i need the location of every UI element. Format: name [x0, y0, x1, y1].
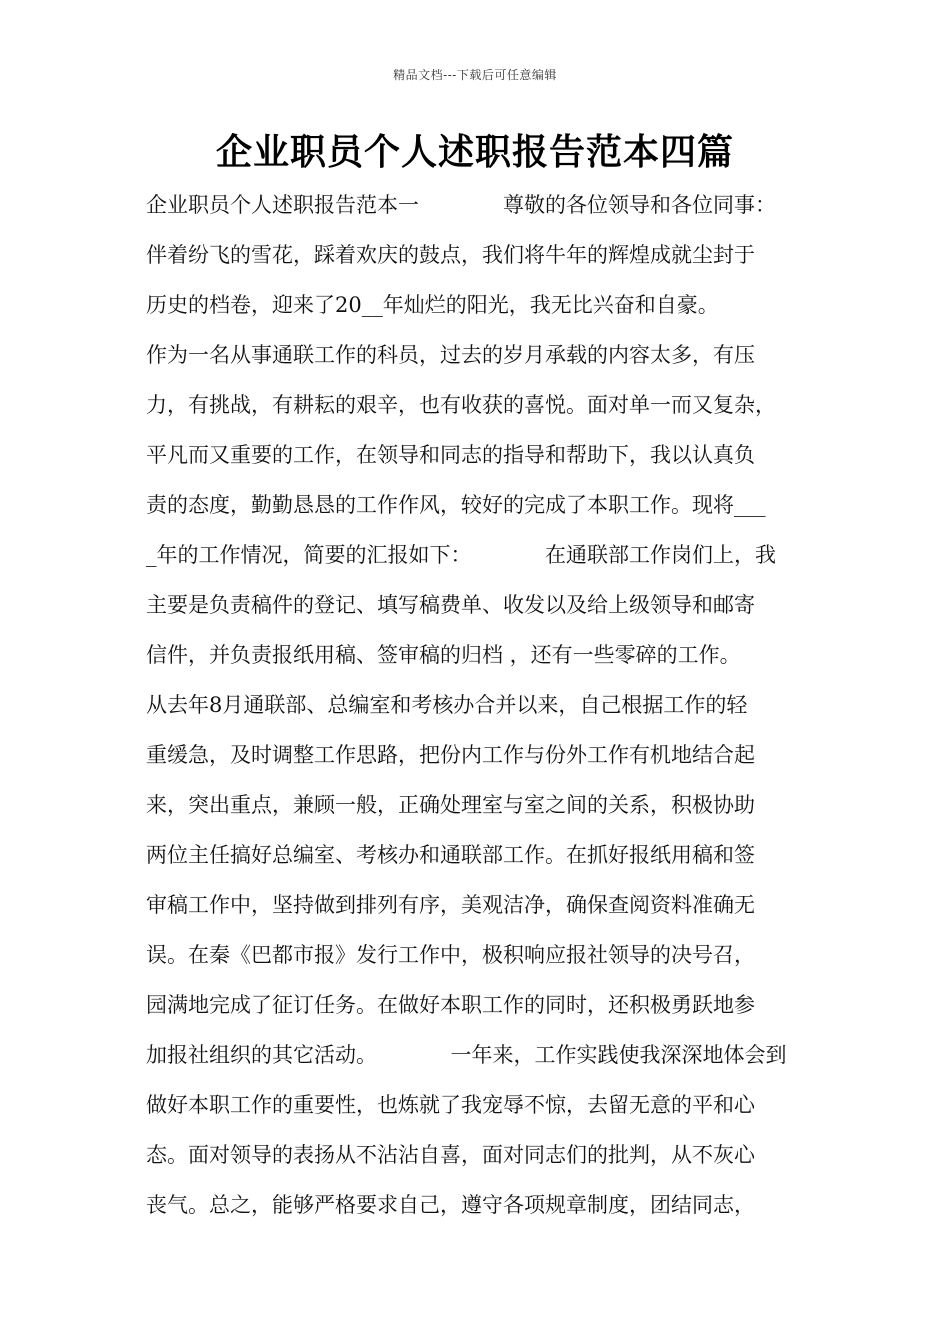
body-line: 审稿工作中，坚持做到排列有序，美观洁净，确保查阅资料准确无 [146, 893, 755, 917]
body-line: 园满地完成了征订任务。在做好本职工作的同时，还积极勇跃地参 [146, 993, 755, 1017]
body-line: 误。在秦《巴都市报》发行工作中，极积响应报社领导的决号召， [146, 943, 755, 967]
body-line: 力，有挑战，有耕耘的艰辛，也有收获的喜悦。面对单一而又复杂， [146, 393, 776, 417]
body-line: 两位主任搞好总编室、考核办和通联部工作。在抓好报纸用稿和签 [146, 843, 755, 867]
header-note: 精品文档---下载后可任意编辑 [393, 68, 557, 82]
document-body [146, 180, 826, 1230]
body-line: 主要是负责稿件的登记、填写稿费单、收发以及给上级领导和邮寄 [146, 593, 755, 617]
body-line: 来，突出重点，兼顾一般，正确处理室与室之间的关系，积极协助 [146, 793, 755, 817]
body-line: 历史的档卷，迎来了20__年灿烂的阳光，我无比兴奋和自豪。 [146, 293, 719, 317]
body-line: 态。面对领导的表扬从不沾沾自喜，面对同志们的批判，从不灰心 [146, 1143, 755, 1167]
document-title: 企业职员个人述职报告范本四篇 [215, 131, 734, 173]
body-line: 企业职员个人述职报告范本一 尊敬的各位领导和各位同事： [146, 193, 776, 217]
body-line: 作为一名从事通联工作的科员，过去的岁月承载的内容太多，有压 [146, 343, 755, 367]
body-line: 伴着纷飞的雪花，踩着欢庆的鼓点，我们将牛年的辉煌成就尘封于 [146, 243, 755, 267]
body-line: 丧气。总之，能够严格要求自己，遵守各项规章制度，团结同志， [146, 1193, 755, 1217]
body-line: 做好本职工作的重要性，也炼就了我宠辱不惊，去留无意的平和心 [146, 1093, 755, 1117]
body-line: 平凡而又重要的工作，在领导和同志的指导和帮助下，我以认真负 [146, 443, 755, 467]
body-line: 重缓急，及时调整工作思路，把份内工作与份外工作有机地结合起 [146, 743, 755, 767]
body-line: _年的工作情况，简要的汇报如下： 在通联部工作岗们上，我 [146, 543, 776, 567]
body-line: 信件，并负责报纸用稿、签审稿的归档 ，还有一些零碎的工作。 [146, 643, 741, 667]
body-line: 责的态度，勤勤恳恳的工作作风，较好的完成了本职工作。现将___ [146, 493, 766, 517]
body-line: 加报社组织的其它活动。 一年来，工作实践使我深深地体会到 [146, 1043, 787, 1067]
body-line: 从去年8月通联部、总编室和考核办合并以来，自己根据工作的轻 [146, 693, 748, 717]
